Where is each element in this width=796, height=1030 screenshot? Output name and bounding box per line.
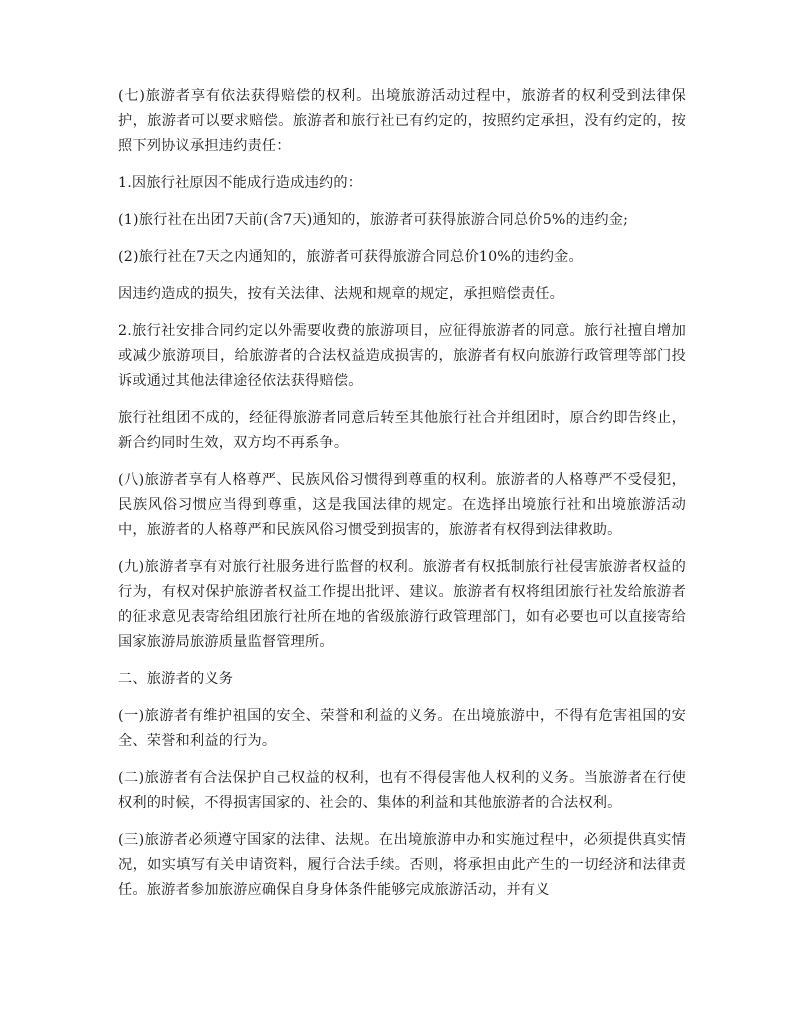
- paragraph-notice-within-7-days: (2)旅行社在7天之内通知的，旅游者可获得旅游合同总价10%的违约金。: [118, 249, 583, 265]
- paragraph-cancel-breach: 1.因旅行社原因不能成行造成违约的：: [118, 175, 363, 191]
- section-heading-obligations: 二、旅游者的义务: [118, 671, 234, 687]
- paragraph-obligation-1: (一)旅游者有维护祖国的安全、荣誉和利益的义务。在出境旅游中，不得有危害祖国的安全、荣誉和利益的行为。: [118, 708, 686, 749]
- paragraph-7-compensation-right: (七)旅游者享有依法获得赔偿的权利。出境旅游活动过程中，旅游者的权利受到法律保护，旅游者可以要求赔偿。旅游者和旅行社已有约定的，按照约定承担，没有约定的，按照下列协议承担违约责任：: [118, 88, 686, 154]
- paragraph-loss-compensation: 因违约造成的损失，按有关法律、法规和规章的规定，承担赔偿责任。: [118, 286, 565, 302]
- paragraph-obligation-3: (三)旅游者必须遵守国家的法律、法规。在出境旅游申办和实施过程中，必须提供真实情况，如实填写有关申请资料，履行合法手续。否则，将承担由此产生的一切经济和法律责任。旅游者参加旅游应确保自身身体条件能够完成旅游活动，并有义: [118, 832, 686, 898]
- paragraph-obligation-2: (二)旅游者有合法保护自己权益的权利，也有不得侵害他人权利的义务。当旅游者在行使权利的时候，不得损害国家的、社会的、集体的利益和其他旅游者的合法权利。: [118, 770, 686, 811]
- paragraph-9-supervision-right: (九)旅游者享有对旅行社服务进行监督的权利。旅游者有权抵制旅行社侵害旅游者权益的行为，有权对保护旅游者权益工作提出批评、建议。旅游者有权将组团旅行社发给旅游者的征求意见表寄给组团旅行社所在地的省级旅游行政管理部门，如有必要也可以直接寄给国家旅游局旅游质量监督管理所。: [118, 559, 686, 650]
- paragraph-extra-items: 2.旅行社安排合同约定以外需要收费的旅游项目，应征得旅游者的同意。旅行社擅自增加或减少旅游项目，给旅游者的合法权益造成损害的，旅游者有权向旅游行政管理等部门投诉或通过其他法律途径依法获得赔偿。: [118, 323, 686, 389]
- document-body: [118, 84, 686, 915]
- paragraph-group-merge: 旅行社组团不成的，经征得旅游者同意后转至其他旅行社合并组团时，原合约即告终止，新合约同时生效，双方均不再系争。: [118, 410, 686, 451]
- paragraph-8-dignity-right: (八)旅游者享有人格尊严、民族风俗习惯得到尊重的权利。旅游者的人格尊严不受侵犯，民族风俗习惯应当得到尊重，这是我国法律的规定。在选择出境旅行社和出境旅游活动中，旅游者的人格尊严和民族风俗习惯受到损害的，旅游者有权得到法律救助。: [118, 472, 686, 538]
- paragraph-notice-7-days-before: (1)旅行社在出团7天前(含7天)通知的，旅游者可获得旅游合同总价5%的违约金;: [118, 212, 629, 228]
